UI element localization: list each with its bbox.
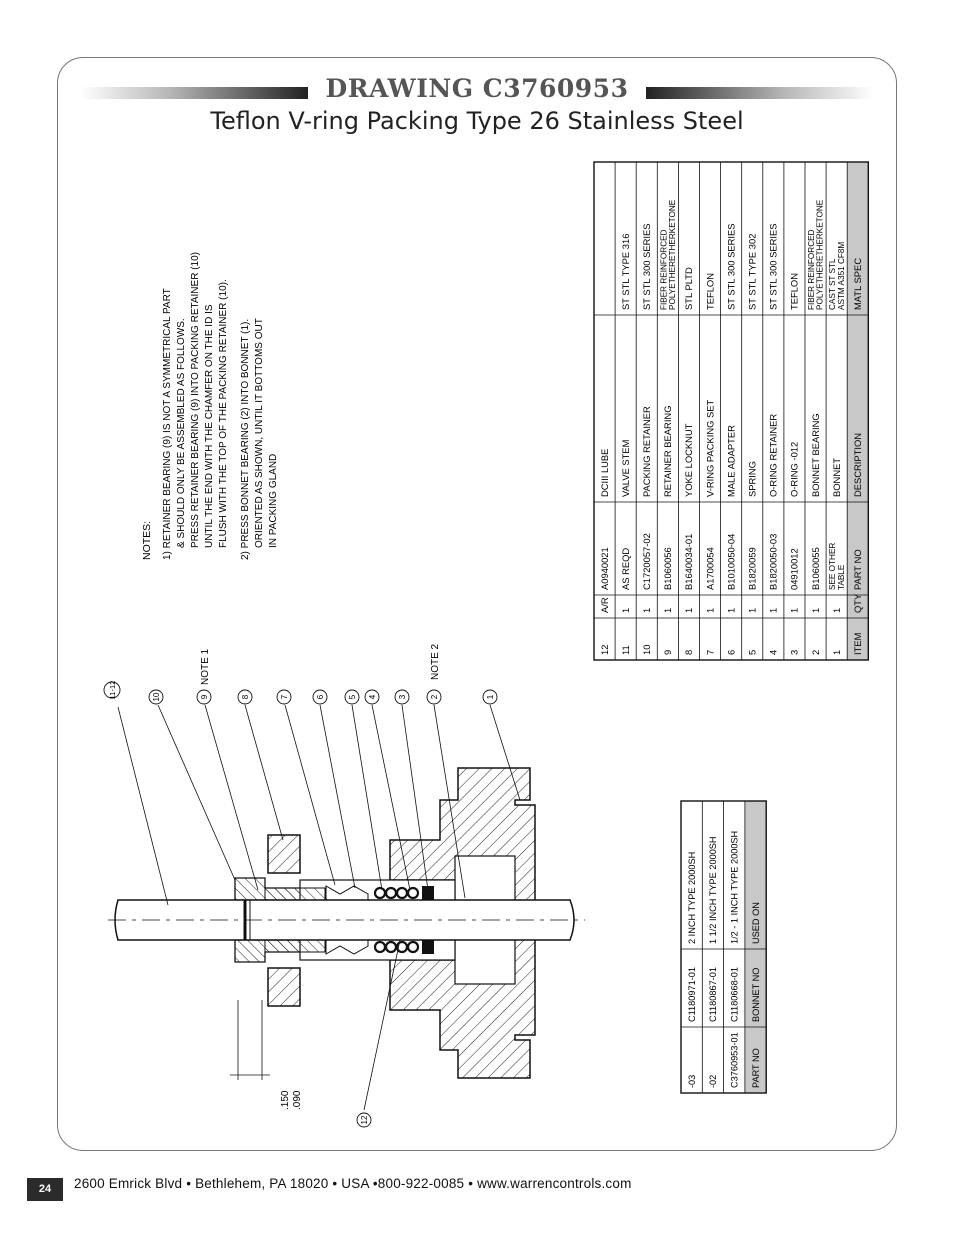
balloon-label: 3 — [398, 694, 407, 700]
parts-table-cell: YOKE LOCKNUT — [683, 423, 695, 497]
balloon-label: 11-12 — [108, 680, 117, 700]
note-line: PRESS RETAINER BEARING (9) INTO PACKING RETAINER (10) — [190, 252, 201, 548]
balloon-label: 8 — [241, 694, 250, 700]
parts-table-cell: PACKING RETAINER — [641, 406, 653, 497]
notes-heading: NOTES: — [141, 520, 153, 560]
parts-table-cell: ST STL TYPE 302 — [746, 233, 758, 310]
parts-table-cell: O-RING RETAINER — [767, 413, 779, 497]
parts-table-cell: B1060056 — [662, 547, 674, 590]
parts-table-cell: ST STL 300 SERIES — [641, 223, 653, 310]
parts-table-cell: A/R — [598, 597, 610, 613]
note-line: 1) RETAINER BEARING (9) IS NOT A SYMMETRICAL PART — [162, 288, 173, 560]
note-1-callout: NOTE 1 — [200, 648, 211, 685]
note-line: FLUSH WITH THE TOP OF THE PACKING RETAINER (10). — [218, 279, 229, 548]
parts-table-cell: 4 — [767, 649, 779, 655]
parts-table-cell: 1 — [683, 607, 695, 613]
valve-cross-section — [108, 768, 585, 1080]
balloon-label: 5 — [348, 694, 357, 700]
notes-block — [141, 252, 279, 560]
variant-table-cell: 2 INCH TYPE 2000SH — [686, 851, 697, 944]
o-ring-retainer — [422, 940, 434, 954]
parts-table-cell: 1 — [725, 607, 737, 613]
yoke-locknut-top — [268, 835, 300, 873]
parts-table-cell: BONNET BEARING — [809, 413, 821, 497]
parts-table — [594, 162, 868, 660]
variant-table-cell: C1180867-01 — [708, 967, 719, 1022]
parts-table-cell: 04910012 — [788, 548, 800, 590]
note-line: IN PACKING GLAND — [268, 453, 279, 548]
parts-table-cell: TEFLON — [704, 273, 716, 310]
parts-table-cell: A0940021 — [598, 547, 610, 590]
parts-table-cell: VALVE STEM — [619, 439, 631, 497]
parts-table-cell: B1060055 — [809, 547, 821, 590]
parts-table-cell: 9 — [662, 649, 674, 655]
variant-table-cell: -02 — [708, 1074, 719, 1088]
parts-table-header-cell: MATL SPEC — [852, 257, 864, 310]
balloon-label: 1 — [486, 694, 495, 700]
parts-table-cell: STL PLTD — [683, 267, 695, 310]
parts-table-header-cell: PART NO — [852, 549, 864, 590]
parts-table-cell: SPRING — [746, 461, 758, 497]
parts-table-cell: 1 — [809, 607, 821, 613]
variant-table-header-cell: BONNET NO — [750, 967, 761, 1022]
parts-table-cell: 10 — [641, 644, 653, 655]
note-2-callout: NOTE 2 — [430, 643, 441, 680]
parts-table-cell: B1640034-01 — [683, 533, 695, 590]
parts-table-cell: A1700054 — [704, 547, 716, 590]
yoke-locknut-bottom — [268, 968, 300, 1006]
parts-table-cell: DCIII LUBE — [598, 448, 610, 497]
parts-table-cell: 1 — [767, 607, 779, 613]
parts-table-cell: CAST ST STL — [828, 258, 838, 310]
parts-table-cell: FIBER REINFORCED — [659, 229, 669, 310]
note-line: 2) PRESS BONNET BEARING (2) INTO BONNET (1). — [240, 318, 251, 560]
parts-table-cell: 1 — [830, 607, 842, 613]
variant-table-cell: -03 — [686, 1074, 697, 1088]
note-line: & SHOULD ONLY BE ASSEMBLED AS FOLLOWS. — [176, 318, 187, 548]
balloon-label: 10 — [152, 692, 161, 702]
parts-table-cell: 2 — [809, 649, 821, 655]
parts-table-cell: MALE ADAPTER — [725, 425, 737, 497]
parts-table-cell: BONNET — [830, 457, 842, 497]
variant-table-cell: 1/2 - 1 INCH TYPE 2000SH — [729, 830, 740, 944]
parts-table-cell: ST STL 300 SERIES — [725, 223, 737, 310]
balloon-label: 7 — [280, 694, 289, 700]
parts-table-cell: POLYETHERETHERKETONE — [815, 199, 825, 310]
drawing-title: DRAWING C3760953 — [325, 74, 629, 103]
parts-table-cell: FIBER REINFORCED — [807, 229, 817, 310]
note-line: ORIENTED AS SHOWN, UNTIL IT BOTTOMS OUT — [254, 318, 265, 548]
drawing-subtitle: Teflon V-ring Packing Type 26 Stainless Steel — [210, 107, 744, 135]
balloon-label: 9 — [200, 694, 209, 700]
balloon-label: 4 — [368, 694, 377, 700]
parts-table-cell: ASTM A351 CF8M — [836, 241, 846, 310]
parts-table-cell: AS REQD — [619, 547, 631, 590]
footer-address: 2600 Emrick Blvd • Bethlehem, PA 18020 • USA •800-922-0085 • www.warrencontrols.com — [74, 1176, 632, 1191]
parts-table-cell: TEFLON — [788, 273, 800, 310]
parts-table-header-cell: QTY — [852, 593, 864, 613]
variant-table-cell: C3760953-01 — [729, 1032, 740, 1088]
dimension-label: .090 — [292, 1090, 303, 1110]
parts-table-cell: 3 — [788, 649, 800, 655]
parts-table-cell: 1 — [704, 607, 716, 613]
parts-table-cell: C1720057-02 — [641, 533, 653, 590]
parts-table-cell: 6 — [725, 649, 737, 655]
parts-table-cell: 1 — [641, 607, 653, 613]
parts-table-cell: 5 — [746, 649, 758, 655]
parts-table-cell: B1820059 — [746, 547, 758, 590]
parts-table-header-cell: DESCRIPTION — [852, 432, 864, 497]
parts-table-cell: B1820050-03 — [767, 533, 779, 590]
parts-table-cell: 7 — [704, 649, 716, 655]
balloon-label: 2 — [430, 694, 439, 700]
parts-table-cell: 1 — [830, 649, 842, 655]
parts-table-cell: TABLE — [836, 564, 846, 590]
parts-table-cell: POLYETHERETHERKETONE — [668, 199, 678, 310]
parts-table-cell: 1 — [746, 607, 758, 613]
parts-table-cell: 1 — [662, 607, 674, 613]
balloon-label: 12 — [360, 1115, 369, 1125]
parts-table-header-cell: ITEM — [852, 632, 864, 655]
page-number: 24 — [27, 1178, 63, 1201]
parts-table-cell: SEE OTHER — [828, 542, 838, 590]
parts-table-cell: 12 — [598, 644, 610, 655]
dimension-label: .150 — [280, 1090, 291, 1110]
variant-table-cell: C1180971-01 — [686, 967, 697, 1022]
parts-table-cell: V-RING PACKING SET — [704, 399, 716, 497]
parts-table-cell: 1 — [619, 607, 631, 613]
variant-table — [681, 801, 766, 1093]
parts-table-cell: B1010050-04 — [725, 533, 737, 590]
packing-retainer-body — [265, 940, 325, 952]
parts-table-cell: RETAINER BEARING — [662, 405, 674, 497]
variant-table-header-cell: PART NO — [750, 1048, 761, 1088]
parts-table-cell: O-RING -012 — [788, 441, 800, 497]
note-line: UNTIL THE END WITH THE CHAMFER ON THE ID IS — [204, 304, 215, 548]
parts-table-cell: ST STL TYPE 316 — [619, 233, 631, 310]
parts-table-cell: 8 — [683, 649, 695, 655]
variant-table-cell: 1 1/2 INCH TYPE 2000SH — [708, 836, 719, 944]
packing-retainer-body — [265, 888, 325, 900]
balloon-label: 6 — [316, 694, 325, 700]
parts-table-cell: ST STL 300 SERIES — [767, 223, 779, 310]
parts-table-cell: 1 — [788, 607, 800, 613]
variant-table-cell: C1180668-01 — [729, 967, 740, 1022]
variant-table-header-cell: USED ON — [750, 902, 761, 944]
parts-table-cell: 11 — [619, 645, 631, 655]
